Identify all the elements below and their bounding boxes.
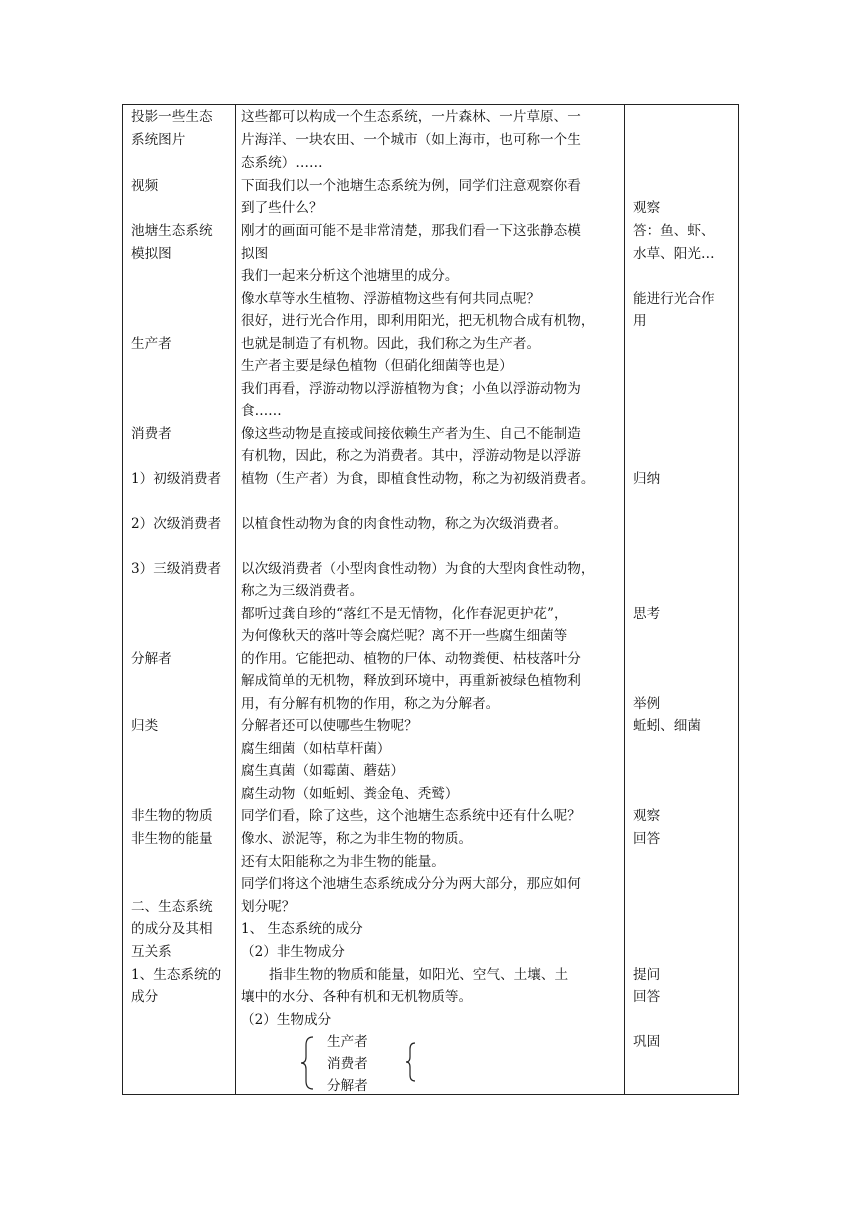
cell-text: 腐生真菌（如霉菌、蘑菇） [241, 763, 405, 779]
cell-text: 腐生动物（如蚯蚓、粪金龟、秃鹫） [241, 786, 459, 802]
cell-text: 像这些动物是直接或间接依赖生产者为生、自己不能制造 [241, 426, 581, 442]
cell-text: 的成分及其相 [131, 921, 213, 937]
cell-text: 很好，进行光合作用，即利用阳光，把无机物合成有机物， [241, 313, 595, 329]
cell-text: 2）次级消费者 [131, 516, 222, 532]
cell-text: 称之为三级消费者。 [241, 583, 364, 599]
cell-text: 1、生态系统的 [131, 967, 222, 983]
cell-text: 视频 [131, 178, 159, 194]
cell-text: 为何像秋天的落叶等会腐烂呢？离不开一些腐生细菌等 [241, 628, 568, 644]
cell-text: （2）非生物成分 [241, 944, 345, 960]
cell-text: 1）初级消费者 [131, 471, 222, 487]
cell-text: 生产者 [327, 1034, 368, 1050]
cell-text: 壤中的水分、各种有机和无机物质等。 [241, 989, 473, 1005]
cell-text: 用 [633, 313, 647, 329]
cell-text: 生产者 [131, 336, 172, 352]
cell-text: 生产者主要是绿色植物（但硝化细菌等也是） [241, 358, 513, 374]
cell-text: 以次级消费者（小型肉食性动物）为食的大型肉食性动物， [241, 561, 595, 577]
cell-text: 这些都可以构成一个生态系统，一片森林、一片草原、一 [241, 109, 581, 125]
cell-text: 思考 [633, 606, 661, 622]
cell-text: 以植食性动物为食的肉食性动物，称之为次级消费者。 [241, 516, 568, 532]
cell-text: 我们一起来分析这个池塘里的成分。 [241, 268, 459, 284]
brace-icon [403, 1041, 419, 1083]
cell-text: 分解者 [327, 1078, 368, 1094]
cell-text: 投影一些生态 [131, 109, 213, 125]
cell-text: 解成简单的无机物，释放到环境中，再重新被绿色植物利 [241, 673, 581, 689]
cell-text: 的作用。它能把动、植物的尸体、动物粪便、枯枝落叶分 [241, 651, 581, 667]
cell-text: 有机物，因此，称之为消费者。其中，浮游动物是以浮游 [241, 448, 581, 464]
cell-text: 成分 [131, 989, 159, 1005]
cell-text: 指非生物的物质和能量，如阳光、空气、土壤、土 [269, 967, 569, 983]
cell-text: 归类 [131, 718, 159, 734]
cell-text: 蚯蚓、细菌 [633, 718, 701, 734]
cell-text: 池塘生态系统 [131, 223, 213, 239]
cell-text: 分解者 [131, 651, 172, 667]
cell-text: 划分呢？ [241, 899, 296, 915]
cell-text: 用，有分解有机物的作用，称之为分解者。 [241, 696, 500, 712]
brace-icon [298, 1035, 318, 1091]
cell-text: 像水、淤泥等，称之为非生物的物质。 [241, 831, 473, 847]
cell-text: 能进行光合作 [633, 291, 715, 307]
cell-text: 答：鱼、虾、 [633, 223, 715, 239]
cell-text: 水草、阳光… [633, 246, 715, 262]
cell-text: 非生物的物质 [131, 808, 213, 824]
cell-text: 回答 [633, 989, 661, 1005]
cell-text: 二、生态系统 [131, 899, 213, 915]
cell-text: 像水草等水生植物、浮游植物这些有何共同点呢？ [241, 291, 541, 307]
cell-text: 也就是制造了有机物。因此，我们称之为生产者。 [241, 336, 541, 352]
cell-text: 归纳 [633, 471, 661, 487]
cell-text: 观察 [633, 808, 661, 824]
cell-text: 片海洋、一块农田、一个城市（如上海市，也可称一个生 [241, 132, 581, 148]
cell-text: 刚才的画面可能不是非常清楚，那我们看一下这张静态模 [241, 223, 581, 239]
cell-text: 互关系 [131, 944, 172, 960]
cell-text: 我们再看，浮游动物以浮游植物为食；小鱼以浮游动物为 [241, 381, 581, 397]
cell-text: 巩固 [633, 1034, 661, 1050]
cell-text: 同学们将这个池塘生态系统成分分为两大部分，那应如何 [241, 876, 581, 892]
cell-text: 都听过龚自珍的“落红不是无情物，化作春泥更护花”， [241, 606, 568, 622]
cell-text: 拟图 [241, 246, 269, 262]
lesson-table [122, 104, 739, 1095]
cell-text: 模拟图 [131, 246, 172, 262]
cell-text: 同学们看，除了这些，这个池塘生态系统中还有什么呢？ [241, 808, 581, 824]
cell-text: 消费者 [131, 426, 172, 442]
column-divider [624, 105, 625, 1094]
cell-text: 3）三级消费者 [131, 561, 222, 577]
cell-text: 系统图片 [131, 132, 186, 148]
cell-text: 食…… [241, 403, 282, 419]
cell-text: 分解者还可以使哪些生物呢？ [241, 718, 418, 734]
cell-text: 到了些什么？ [241, 200, 323, 216]
cell-text: 1、 生态系统的成分 [241, 921, 363, 937]
cell-text: 消费者 [327, 1056, 368, 1072]
cell-text: 还有太阳能称之为非生物的能量。 [241, 854, 445, 870]
cell-text: 腐生细菌（如枯草杆菌） [241, 741, 391, 757]
cell-text: 回答 [633, 831, 661, 847]
cell-text: 提问 [633, 967, 661, 983]
cell-text: 举例 [633, 696, 661, 712]
cell-text: 下面我们以一个池塘生态系统为例，同学们注意观察你看 [241, 178, 581, 194]
cell-text: 植物（生产者）为食，即植食性动物，称之为初级消费者。 [241, 471, 595, 487]
cell-text: 非生物的能量 [131, 831, 213, 847]
column-divider [235, 105, 236, 1094]
cell-text: 态系统）…… [241, 155, 323, 171]
cell-text: 观察 [633, 200, 661, 216]
cell-text: （2）生物成分 [241, 1012, 332, 1028]
